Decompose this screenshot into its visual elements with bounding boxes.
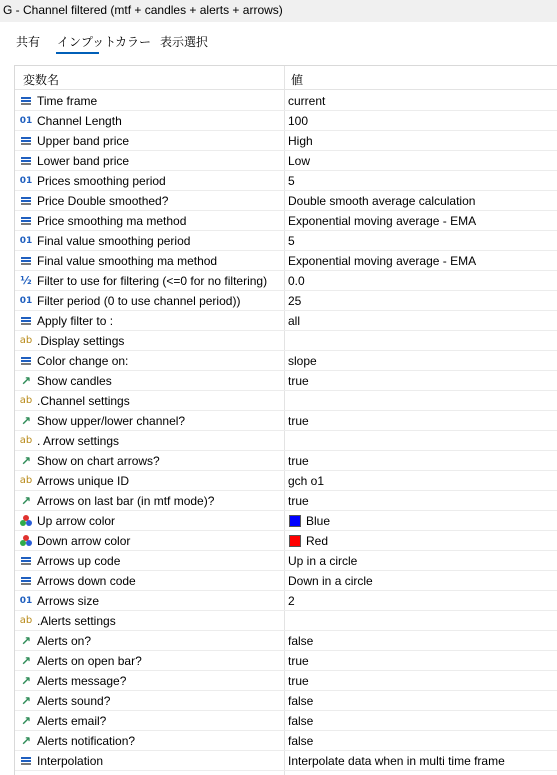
table-row[interactable]	[15, 91, 557, 111]
row-value[interactable]: all	[288, 314, 301, 328]
table-row[interactable]	[15, 411, 557, 431]
color-swatch[interactable]	[289, 535, 301, 547]
string-icon: ab	[19, 615, 33, 626]
boolean-arrow-icon: ↗	[20, 634, 32, 648]
row-value[interactable]: true	[288, 454, 309, 468]
table-row[interactable]	[15, 651, 557, 671]
row-value[interactable]: true	[288, 374, 309, 388]
boolean-arrow-icon: ↗	[20, 654, 32, 668]
row-value[interactable]: Down in a circle	[288, 574, 373, 588]
row-value[interactable]: 5	[288, 234, 295, 248]
boolean-arrow-icon: ↗	[20, 374, 32, 388]
list-enum-icon	[19, 94, 33, 108]
window-title: G - Channel filtered (mtf + candles + alerts + arrows)	[3, 3, 283, 17]
table-row[interactable]	[15, 731, 557, 751]
table-row[interactable]	[15, 551, 557, 571]
list-enum-icon	[19, 754, 33, 768]
table-row[interactable]	[15, 751, 557, 771]
row-value[interactable]: 2	[288, 594, 295, 608]
row-value[interactable]: Interpolate data when in multi time frame	[288, 754, 505, 768]
row-variable-name: Arrows on last bar (in mtf mode)?	[37, 494, 215, 508]
row-value[interactable]: Blue	[306, 514, 331, 528]
table-row[interactable]	[15, 251, 557, 271]
list-enum-icon	[19, 354, 33, 368]
list-enum-icon	[19, 134, 33, 148]
row-variable-name: Filter period (0 to use channel period))	[37, 294, 241, 308]
row-value[interactable]: Exponential moving average - EMA	[288, 214, 477, 228]
fraction-icon: ½	[20, 274, 32, 287]
row-variable-name: Alerts email?	[37, 714, 107, 728]
row-variable-name: Arrows unique ID	[37, 474, 130, 488]
row-variable-name: Arrows size	[37, 594, 100, 608]
row-variable-name: Up arrow color	[37, 514, 116, 528]
string-icon: ab	[19, 395, 33, 406]
table-row[interactable]	[15, 111, 557, 131]
row-value[interactable]: 5	[288, 174, 295, 188]
row-value[interactable]: true	[288, 494, 309, 508]
row-variable-name: Apply filter to :	[37, 314, 114, 328]
table-row[interactable]	[15, 291, 557, 311]
table-row[interactable]	[15, 211, 557, 231]
row-variable-name: Upper band price	[37, 134, 130, 148]
tab-visualization[interactable]: 表示選択	[160, 35, 209, 49]
color-swatch[interactable]	[289, 515, 301, 527]
row-variable-name: Alerts sound?	[37, 694, 111, 708]
list-enum-icon	[19, 554, 33, 568]
row-variable-name: Interpolation	[37, 754, 104, 768]
table-row[interactable]	[15, 471, 557, 491]
inputs-grid	[14, 65, 557, 775]
table-row[interactable]	[15, 271, 557, 291]
string-icon: ab	[19, 475, 33, 486]
integer-icon: 01	[19, 176, 33, 186]
row-variable-name: Lower band price	[37, 154, 130, 168]
table-row[interactable]	[15, 451, 557, 471]
table-row[interactable]	[15, 531, 557, 551]
table-row[interactable]	[15, 331, 557, 351]
table-row[interactable]	[15, 231, 557, 251]
row-variable-name: .Display settings	[37, 334, 125, 348]
list-enum-icon	[19, 154, 33, 168]
row-variable-name: Color change on:	[37, 354, 129, 368]
boolean-arrow-icon: ↗	[20, 694, 32, 708]
row-value[interactable]: true	[288, 654, 309, 668]
row-value[interactable]: false	[288, 714, 314, 728]
string-icon: ab	[19, 435, 33, 446]
table-row[interactable]	[15, 171, 557, 191]
row-variable-name: Arrows up code	[37, 554, 121, 568]
boolean-arrow-icon: ↗	[20, 714, 32, 728]
table-row[interactable]	[15, 151, 557, 171]
table-row[interactable]	[15, 711, 557, 731]
row-variable-name: Final value smoothing period	[37, 234, 191, 248]
row-value[interactable]: false	[288, 694, 314, 708]
row-value[interactable]: Up in a circle	[288, 554, 358, 568]
row-variable-name: Alerts notification?	[37, 734, 136, 748]
row-value[interactable]: 25	[288, 294, 302, 308]
row-variable-name: Final value smoothing ma method	[37, 254, 218, 268]
row-variable-name: Arrows down code	[37, 574, 136, 588]
list-enum-icon	[19, 194, 33, 208]
list-enum-icon	[19, 574, 33, 588]
string-icon: ab	[19, 335, 33, 346]
table-row[interactable]	[15, 491, 557, 511]
row-value[interactable]: current	[288, 94, 326, 108]
row-value[interactable]: true	[288, 674, 309, 688]
tab-colors[interactable]: カラー	[115, 35, 152, 49]
list-enum-icon	[19, 214, 33, 228]
table-row[interactable]	[15, 311, 557, 331]
integer-icon: 01	[19, 296, 33, 306]
row-variable-name: Alerts message?	[37, 674, 127, 688]
row-value[interactable]: false	[288, 734, 314, 748]
row-variable-name: Price smoothing ma method	[37, 214, 187, 228]
boolean-arrow-icon: ↗	[20, 494, 32, 508]
column-header-variable[interactable]: 変数名	[23, 73, 60, 87]
tab-inputs[interactable]: インプット	[57, 35, 117, 49]
row-variable-name: . Arrow settings	[37, 434, 120, 448]
row-value[interactable]: false	[288, 634, 314, 648]
row-variable-name: Alerts on open bar?	[37, 654, 142, 668]
table-row[interactable]	[15, 371, 557, 391]
row-value[interactable]: 0.0	[288, 274, 305, 288]
row-variable-name: Channel Length	[37, 114, 122, 128]
tab-bar	[0, 22, 557, 58]
integer-icon: 01	[19, 116, 33, 126]
row-variable-name: Alerts on?	[37, 634, 92, 648]
row-value[interactable]: Low	[288, 154, 311, 168]
row-variable-name: .Channel settings	[37, 394, 130, 408]
palette-icon	[19, 514, 33, 528]
table-row[interactable]	[15, 571, 557, 591]
boolean-arrow-icon: ↗	[20, 674, 32, 688]
row-value[interactable]: Red	[306, 534, 329, 548]
table-row[interactable]	[15, 591, 557, 611]
row-variable-name: Show upper/lower channel?	[37, 414, 186, 428]
row-value[interactable]: Double smooth average calculation	[288, 194, 476, 208]
row-value[interactable]: slope	[288, 354, 317, 368]
table-row[interactable]	[15, 631, 557, 651]
table-row[interactable]	[15, 511, 557, 531]
row-variable-name: Show on chart arrows?	[37, 454, 160, 468]
row-variable-name: .Alerts settings	[37, 614, 116, 628]
integer-icon: 01	[19, 596, 33, 606]
row-variable-name: Price Double smoothed?	[37, 194, 169, 208]
boolean-arrow-icon: ↗	[20, 454, 32, 468]
row-value[interactable]: true	[288, 414, 309, 428]
tab-common[interactable]: 共有	[16, 35, 41, 49]
integer-icon: 01	[19, 236, 33, 246]
active-tab-indicator	[56, 52, 99, 54]
grid-header	[15, 66, 557, 90]
row-variable-name: Filter to use for filtering (<=0 for no filtering)	[37, 274, 268, 288]
table-row[interactable]	[15, 671, 557, 691]
table-row[interactable]	[15, 611, 557, 631]
title-bar	[0, 0, 557, 22]
row-value[interactable]: Exponential moving average - EMA	[288, 254, 477, 268]
row-variable-name: Down arrow color	[37, 534, 131, 548]
column-header-value[interactable]: 値	[291, 73, 304, 87]
boolean-arrow-icon: ↗	[20, 414, 32, 428]
row-value[interactable]: High	[288, 134, 313, 148]
row-value[interactable]: 100	[288, 114, 309, 128]
row-variable-name: Time frame	[37, 94, 98, 108]
table-row[interactable]	[15, 351, 557, 371]
list-enum-icon	[19, 254, 33, 268]
table-row[interactable]	[15, 691, 557, 711]
row-variable-name: Prices smoothing period	[37, 174, 166, 188]
palette-icon	[19, 534, 33, 548]
table-row[interactable]	[15, 131, 557, 151]
row-value[interactable]: gch o1	[288, 474, 325, 488]
list-enum-icon	[19, 314, 33, 328]
table-row[interactable]	[15, 191, 557, 211]
row-variable-name: Show candles	[37, 374, 112, 388]
boolean-arrow-icon: ↗	[20, 734, 32, 748]
table-row[interactable]	[15, 391, 557, 411]
table-row[interactable]	[15, 431, 557, 451]
